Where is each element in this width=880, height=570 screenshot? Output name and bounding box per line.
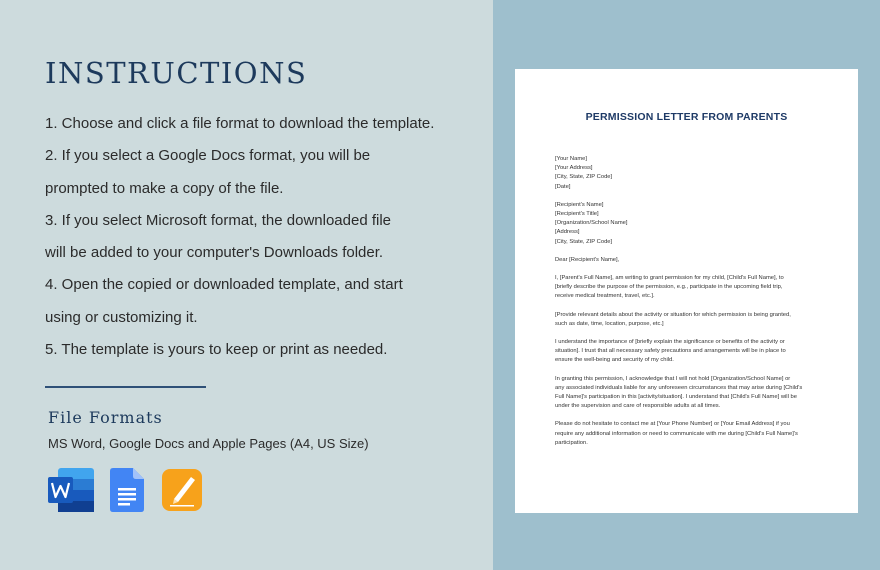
salutation-block [555, 256, 823, 265]
instructions-steps [45, 108, 485, 366]
instruction-step-line: 3. If you select Microsoft format, the downloaded file [45, 211, 392, 229]
recipient-line: [Recipient's Name] [555, 201, 604, 208]
paragraph-line: receive medical treatment, travel, etc.]. [555, 293, 655, 300]
instruction-step-line: 5. The template is yours to keep or print as needed. [45, 341, 388, 359]
paragraph-line: under the supervision and care of responsible adults at all times. [555, 403, 721, 410]
file-formats-title: File Formats [48, 408, 163, 427]
letter-paragraph [555, 338, 823, 366]
section-divider [45, 386, 206, 388]
instruction-step-line: 4. Open the copied or downloaded template, and start [45, 276, 403, 294]
sender-line: [City, State, ZIP Code] [555, 174, 613, 181]
google-docs-icon[interactable] [110, 468, 144, 512]
recipient-block [555, 201, 823, 247]
paragraph-line: I understand the importance of [briefly explain the significance or benefits of the activity or [555, 339, 785, 346]
paragraph-line: I, [Parent's Full Name], am writing to grant permission for my child, [Child's Full Name], to [555, 275, 784, 282]
paragraph-line: [briefly describe the purpose of the permission, e.g., participate in the upcoming field trip, [555, 284, 783, 291]
paragraph-line: participation. [555, 439, 588, 446]
ms-word-icon[interactable] [48, 468, 94, 512]
paragraph-line: situation]. I trust that all necessary safety precautions and arrangements will be in place to [555, 348, 786, 355]
letter-paragraph [555, 420, 823, 448]
recipient-line: [Address] [555, 229, 580, 236]
letter-paragraph [555, 375, 823, 412]
apple-pages-icon[interactable] [162, 468, 202, 512]
sender-block [555, 155, 823, 192]
instruction-step-line: using or customizing it. [45, 308, 198, 326]
file-formats-description: MS Word, Google Docs and Apple Pages (A4, US Size) [48, 436, 369, 451]
paragraph-line: Full Name]'s participation in this [activity/situation]. I understand that [Child's Full Name] will be [555, 394, 797, 401]
instruction-step-line: 2. If you select a Google Docs format, you will be [45, 147, 371, 165]
paragraph-line: In granting this permission, I acknowledge that I will not hold [Organization/School Name] or [555, 375, 791, 382]
salutation: Dear [Recipient's Name], [555, 256, 620, 263]
recipient-line: [City, State, ZIP Code] [555, 238, 613, 245]
sender-line: [Your Name] [555, 156, 588, 162]
letter-paragraph [555, 274, 823, 302]
sender-line: [Your Address] [555, 165, 593, 172]
recipient-line: [Recipient's Title] [555, 211, 599, 218]
sender-line: [Date] [555, 183, 571, 190]
paragraph-line: any associated individuals liable for any unforeseen circumstances that may arise during [Child's [555, 384, 803, 391]
letter-body [555, 155, 823, 457]
paragraph-line: [Provide relevant details about the activity or situation for which permission is being granted, [555, 311, 791, 318]
instructions-title: INSTRUCTIONS [45, 56, 308, 90]
paragraph-line: require any additional information or need to communicate with me during [Child's Full Name]'s [555, 430, 798, 437]
paragraph-line: such as date, time, location, purpose, etc.] [555, 320, 664, 327]
instruction-step-line: prompted to make a copy of the file. [45, 179, 284, 197]
paragraph-line: Please do not hesitate to contact me at [Your Phone Number] or [Your Email Address] if you [555, 421, 790, 428]
recipient-line: [Organization/School Name] [555, 220, 628, 227]
instruction-step-line: will be added to your computer's Downloads folder. [45, 244, 384, 262]
paragraph-line: ensure the well-being and security of my child. [555, 357, 674, 364]
instruction-step-line: 1. Choose and click a file format to download the template. [45, 115, 435, 132]
letter-paragraph [555, 311, 823, 329]
letter-title: PERMISSION LETTER FROM PARENTS [585, 111, 788, 123]
letter-preview[interactable] [515, 69, 858, 513]
